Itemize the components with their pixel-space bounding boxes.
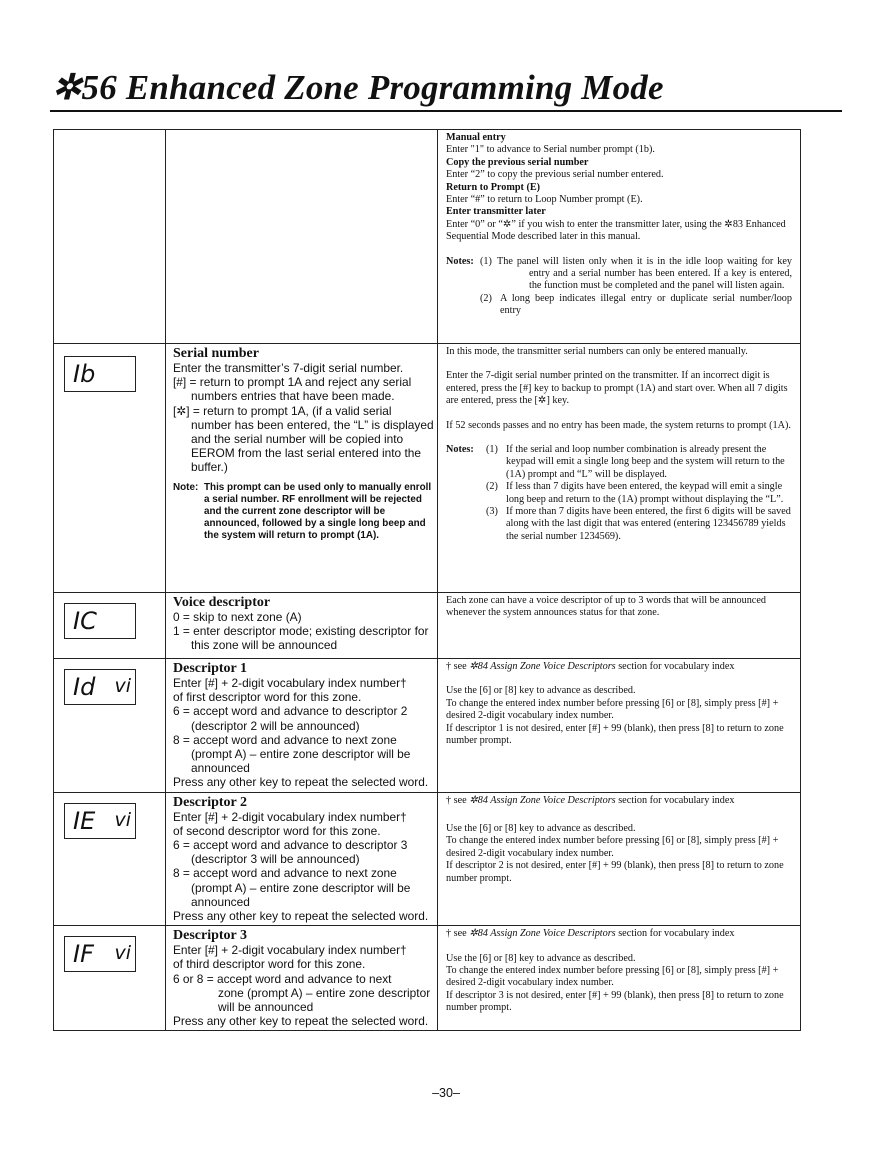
explanation-text: If 52 seconds passes and no entry has been made, the system returns to prompt (1A). bbox=[446, 419, 791, 431]
return-prompt-text: Enter “#” to return to Loop Number prompt (E). bbox=[446, 194, 643, 206]
lcd-code: Ib bbox=[73, 360, 96, 388]
lcd-display-1d bbox=[64, 669, 136, 705]
description-line: Press any other key to repeat the selected word. bbox=[173, 909, 429, 924]
explanation-cell bbox=[438, 792, 801, 926]
explanation-text: If descriptor 2 is not desired, enter [#] + 99 (blank), then press [8] to return to zone number prompt. bbox=[446, 860, 784, 884]
row-heading: Serial number bbox=[173, 346, 259, 361]
explanation-cell bbox=[438, 593, 801, 659]
description-line: 8 = accept word and advance to next zone (prompt A) – entire zone descriptor will be announced bbox=[173, 866, 411, 909]
description-cell-empty bbox=[166, 130, 438, 344]
intro-note-2: (2) A long beep indicates illegal entry or duplicate serial number/loop entry bbox=[480, 292, 792, 317]
table-row-intro bbox=[54, 130, 801, 344]
lcd-display-1e bbox=[64, 803, 136, 839]
table-row-serial-number bbox=[54, 344, 801, 593]
serial-note: Note: This prompt can be used only to manually enroll a serial number. RF enrollment will be rejected and the current zone descriptor will be announced, followed by a single long beep and the system will return to prompt (1A). bbox=[173, 481, 432, 541]
description-line: zone (prompt A) – entire zone descriptor will be announced bbox=[218, 985, 431, 1015]
lcd-code: IF bbox=[73, 940, 94, 969]
explanation-cell bbox=[438, 926, 801, 1031]
description-line: Enter [#] + 2-digit vocabulary index number† bbox=[173, 809, 407, 824]
row-heading: Descriptor 1 bbox=[173, 661, 247, 676]
intro-notes-cell bbox=[438, 130, 801, 344]
description-line: 0 = skip to next zone (A) bbox=[173, 610, 302, 624]
description-line: Enter [#] + 2-digit vocabulary index number† bbox=[173, 943, 407, 958]
manual-entry-text: Enter "1" to advance to Serial number prompt (1b). bbox=[446, 144, 655, 156]
return-prompt-heading: Return to Prompt (E) bbox=[446, 181, 541, 193]
explanation-text: To change the entered index number before pressing [6] or [8], simply press [#] + desired 2-digit vocabulary index number. bbox=[446, 835, 779, 859]
serial-note-3: (3) If more than 7 digits have been entered, the first 6 digits will be saved along with the last digit that was entered (entering 123456789 yields the serial number 1234569). bbox=[486, 506, 791, 542]
intro-note-1: Notes: (1) The panel will listen only when it is in the idle loop waiting for key entry and a serial number has been entered. If a key is entered, the function must be completed and the panel will listen again. bbox=[446, 255, 792, 292]
page-title: ✲56 Enhanced Zone Programming Mode bbox=[52, 68, 664, 107]
lcd-vi: vi bbox=[114, 942, 131, 965]
lcd-display-1b bbox=[64, 356, 136, 392]
description-line: [✲] = return to prompt 1A, (if a valid serial number has been entered, the “L” is displayed and the serial number will be copied into EEROM from the last serial entered into the buffer.) bbox=[173, 403, 434, 475]
vocabulary-reference: † see ✲84 Assign Zone Voice Descriptors section for vocabulary index bbox=[446, 661, 735, 672]
lcd-vi: vi bbox=[114, 675, 131, 697]
vocabulary-reference: † see ✲84 Assign Zone Voice Descriptors section for vocabulary index bbox=[446, 928, 735, 940]
description-line: 6 = accept word and advance to descriptor 2 (descriptor 2 will be announced) bbox=[173, 704, 408, 733]
page-number: –30– bbox=[432, 1086, 460, 1100]
description-line: Press any other key to repeat the selected word. bbox=[173, 1014, 429, 1029]
lcd-cell-empty bbox=[54, 130, 166, 344]
enter-later-heading: Enter transmitter later bbox=[446, 206, 546, 218]
lcd-vi: vi bbox=[114, 808, 131, 831]
description-cell bbox=[166, 344, 438, 593]
explanation-cell bbox=[438, 344, 801, 593]
explanation-text: Each zone can have a voice descriptor of up to 3 words that will be announced whenever the system announces status for that zone. bbox=[446, 595, 766, 619]
description-line: of first descriptor word for this zone. bbox=[173, 690, 362, 705]
explanation-text: To change the entered index number before pressing [6] or [8], simply press [#] + desired 2-digit vocabulary index number. bbox=[446, 697, 779, 722]
intro-note-2-text: A long beep indicates illegal entry or duplicate serial number/loop entry bbox=[500, 292, 792, 317]
explanation-cell bbox=[438, 659, 801, 793]
description-line: of third descriptor word for this zone. bbox=[173, 957, 366, 972]
explanation-text: Use the [6] or [8] key to advance as described. bbox=[446, 952, 636, 964]
serial-note-2: (2) If less than 7 digits have been entered, the keypad will emit a single long beep and return to the (1A) prompt without displaying the “L”. bbox=[486, 481, 784, 505]
description-line: 8 = accept word and advance to next zone (prompt A) – entire zone descriptor will be announced bbox=[173, 732, 411, 776]
table-row-voice-descriptor bbox=[54, 593, 801, 659]
description-line: Press any other key to repeat the selected word. bbox=[173, 775, 429, 790]
lcd-code: Id bbox=[73, 673, 96, 701]
programming-table bbox=[53, 129, 801, 1031]
description-cell bbox=[166, 593, 438, 659]
table-row-descriptor-2 bbox=[54, 792, 801, 926]
manual-entry-heading: Manual entry bbox=[446, 132, 506, 143]
enter-later-text: Enter “0” or “✲” if you wish to enter the transmitter later, using the ✲83 Enhanced Sequential Mode described later in this manual. bbox=[446, 218, 786, 243]
explanation-text: To change the entered index number before pressing [6] or [8], simply press [#] + desired 2-digit vocabulary index number. bbox=[446, 965, 779, 989]
explanation-text: Enter the 7-digit serial number printed on the transmitter. If an incorrect digit is entered, press the [#] key to backup to prompt (1A) and start over. When all 7 digits are entered, press the [✲] key. bbox=[446, 370, 788, 407]
row-heading: Descriptor 2 bbox=[173, 794, 247, 810]
row-heading: Voice descriptor bbox=[173, 595, 271, 610]
vocabulary-reference: † see ✲84 Assign Zone Voice Descriptors section for vocabulary index bbox=[446, 794, 735, 806]
explanation-text: Use the [6] or [8] key to advance as described. bbox=[446, 685, 636, 697]
lcd-display-1f bbox=[64, 936, 136, 972]
copy-serial-text: Enter “2” to copy the previous serial number entered. bbox=[446, 169, 664, 181]
description-cell bbox=[166, 926, 438, 1031]
title-rule bbox=[50, 110, 842, 112]
description-line: Enter [#] + 2-digit vocabulary index number† bbox=[173, 676, 407, 690]
description-line: 6 = accept word and advance to descriptor 3 (descriptor 3 will be announced) bbox=[173, 838, 408, 867]
lcd-display-1c bbox=[64, 603, 136, 639]
copy-serial-heading: Copy the previous serial number bbox=[446, 156, 589, 168]
lcd-code: IC bbox=[73, 607, 97, 635]
serial-note-1: Notes: (1) If the serial and loop number combination is already present the keypad will emit a single long beep and the system will return to the (1A) prompt and “L” will be displayed. bbox=[446, 444, 785, 480]
description-line: [#] = return to prompt 1A and reject any serial numbers entries that have been made. bbox=[173, 375, 412, 404]
description-cell bbox=[166, 659, 438, 793]
explanation-text: If descriptor 3 is not desired, enter [#] + 99 (blank), then press [8] to return to zone number prompt. bbox=[446, 989, 784, 1014]
intro-note-1-text: The panel will listen only when it is in the idle loop waiting for key entry and a serial number has been entered. If a key is entered, the function must be completed and the panel will listen again. bbox=[497, 255, 792, 292]
description-line: of second descriptor word for this zone. bbox=[173, 823, 381, 838]
lcd-code: IE bbox=[73, 806, 96, 835]
explanation-text: Use the [6] or [8] key to advance as described. bbox=[446, 823, 636, 835]
description-cell bbox=[166, 792, 438, 926]
explanation-text: In this mode, the transmitter serial numbers can only be entered manually. bbox=[446, 346, 748, 357]
explanation-text: If descriptor 1 is not desired, enter [#] + 99 (blank), then press [8] to return to zone number prompt. bbox=[446, 722, 784, 747]
description-line: 1 = enter descriptor mode; existing descriptor for this zone will be announced bbox=[173, 624, 429, 653]
description-line: 6 or 8 = accept word and advance to next bbox=[173, 971, 392, 986]
description-line: Enter the transmitter’s 7-digit serial number. bbox=[173, 361, 404, 375]
table-row-descriptor-3 bbox=[54, 926, 801, 1031]
table-row-descriptor-1 bbox=[54, 659, 801, 793]
row-heading: Descriptor 3 bbox=[173, 928, 247, 944]
